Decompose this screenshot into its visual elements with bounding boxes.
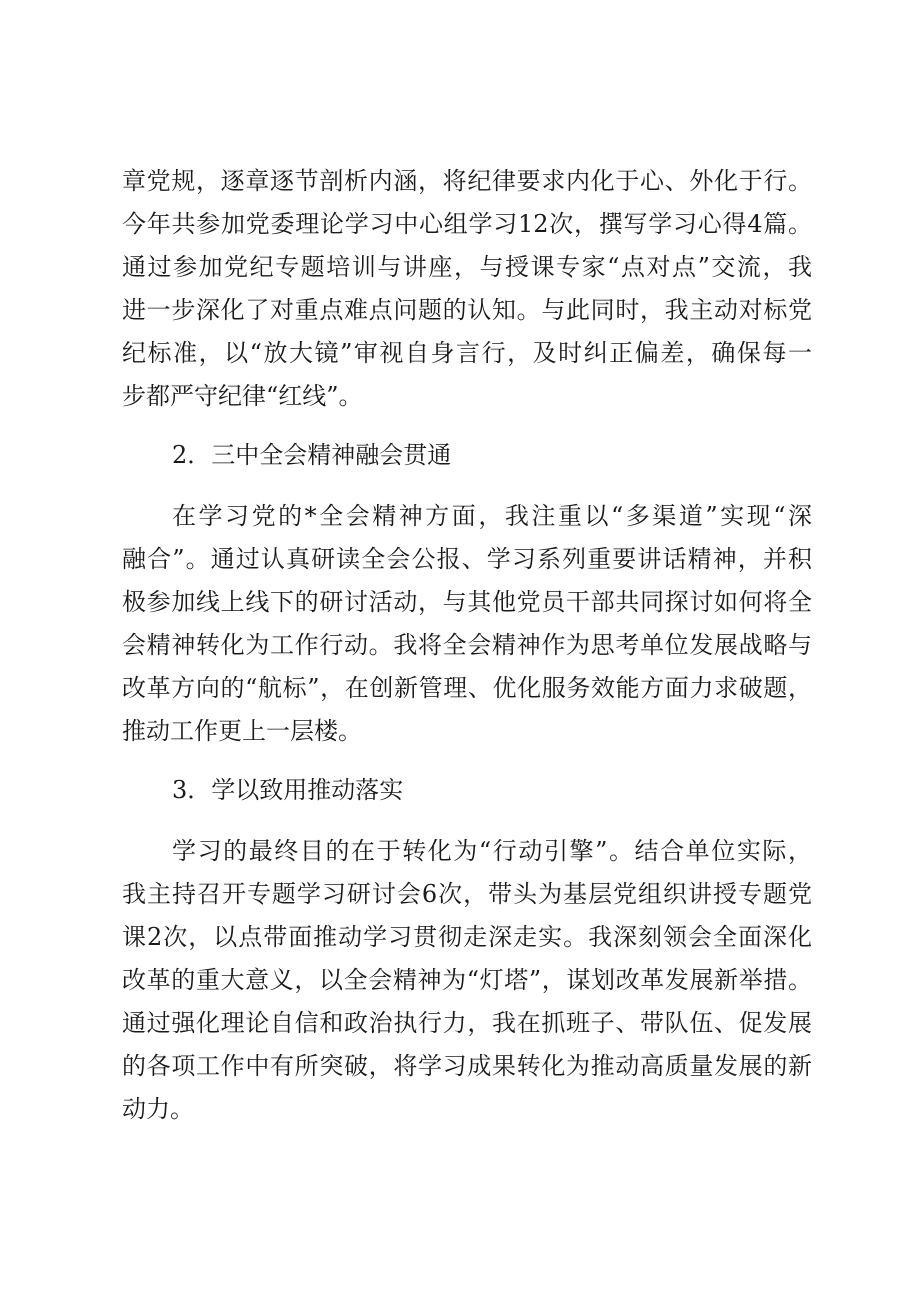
paragraph-line: 课2次，以点带面推动学习贯彻走深走实。我深刻领会全面深化 bbox=[122, 923, 812, 951]
paragraph-line: 通过参加党纪专题培训与讲座，与授课专家“点对点”交流，我 bbox=[122, 253, 812, 281]
paragraph-line: 会精神转化为工作行动。我将全会精神作为思考单位发展战略与 bbox=[122, 631, 812, 659]
paragraph-line: 的各项工作中有所突破，将学习成果转化为推动高质量发展的新 bbox=[122, 1052, 812, 1080]
paragraph-line: 在学习党的*全会精神方面，我注重以“多渠道”实现“深 bbox=[172, 502, 812, 530]
document-body bbox=[122, 160, 812, 1131]
paragraph-3 bbox=[122, 830, 812, 1131]
paragraph-line: 改革的重大意义，以全会精神为“灯塔”，谋划改革发展新举措。 bbox=[122, 966, 812, 994]
paragraph-line: 通过强化理论自信和政治执行力，我在抓班子、带队伍、促发展 bbox=[122, 1009, 812, 1037]
paragraph-line: 纪标准，以“放大镜”审视自身言行，及时纠正偏差，确保每一 bbox=[122, 339, 812, 367]
paragraph-line: 步都严守纪律“红线”。 bbox=[122, 382, 363, 410]
section-heading-2: 2．三中全会精神融会贯通 bbox=[172, 441, 452, 469]
paragraph-line: 章党规，逐章逐节剖析内涵，将纪律要求内化于心、外化于行。 bbox=[122, 167, 812, 195]
paragraph-2 bbox=[122, 495, 812, 753]
section-heading-3: 3．学以致用推动落实 bbox=[172, 776, 404, 804]
paragraph-line: 今年共参加党委理论学习中心组学习12次，撰写学习心得4篇。 bbox=[122, 210, 812, 238]
paragraph-line: 动力。 bbox=[122, 1095, 194, 1123]
paragraph-line: 推动工作更上一层楼。 bbox=[122, 717, 362, 745]
paragraph-line: 我主持召开专题学习研讨会6次，带头为基层党组织讲授专题党 bbox=[122, 880, 812, 908]
paragraph-1 bbox=[122, 160, 812, 418]
paragraph-line: 进一步深化了对重点难点问题的认知。与此同时，我主动对标党 bbox=[122, 296, 812, 324]
paragraph-line: 极参加线上线下的研讨活动，与其他党员干部共同探讨如何将全 bbox=[122, 588, 812, 616]
paragraph-line: 融合”。通过认真研读全会公报、学习系列重要讲话精神，并积 bbox=[122, 545, 812, 573]
paragraph-line: 改革方向的“航标”，在创新管理、优化服务效能方面力求破题， bbox=[122, 674, 812, 702]
paragraph-line: 学习的最终目的在于转化为“行动引擎”。结合单位实际， bbox=[172, 837, 812, 865]
